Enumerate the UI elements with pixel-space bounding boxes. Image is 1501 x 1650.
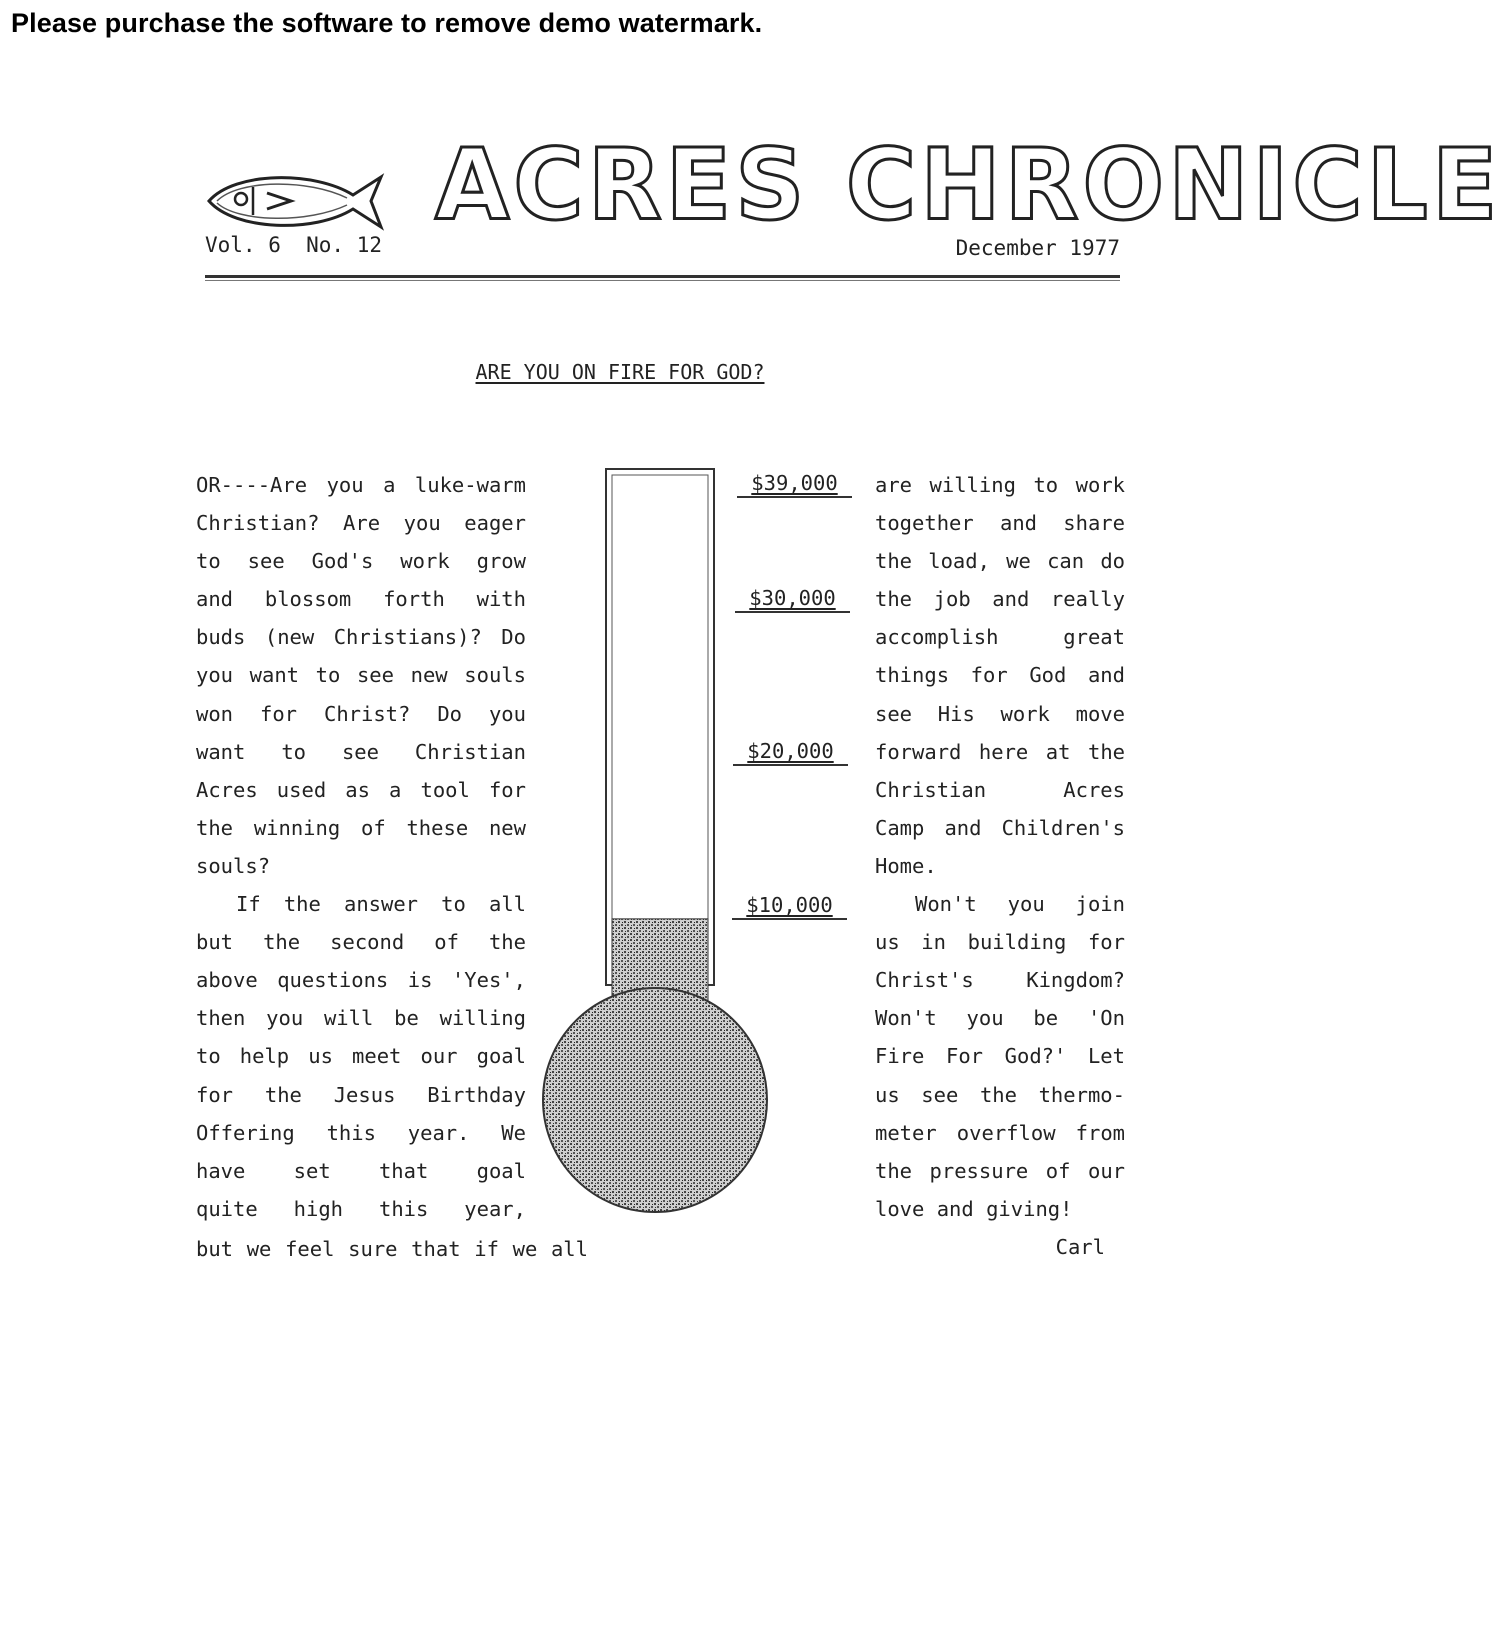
text-line: then you will be willing — [196, 1006, 526, 1031]
author-signature: Carl — [1055, 1234, 1105, 1259]
right-column — [875, 466, 1125, 1266]
text-line: the job and really — [875, 587, 1125, 612]
text-line: the winning of these new — [196, 815, 526, 840]
text-line: Won't you be 'On — [875, 1006, 1125, 1031]
text-line: together and share — [875, 511, 1125, 536]
newsletter-title: ACRES CHRONICLE — [435, 127, 1501, 243]
masthead-rule — [205, 275, 1120, 278]
text-line: love and giving! — [875, 1196, 1073, 1221]
text-line: to see God's work grow — [196, 549, 526, 574]
text-line: Christian? Are you eager — [196, 511, 526, 536]
text-line: If the answer to all — [236, 892, 526, 917]
scale-label-30000: $30,000 — [735, 586, 850, 613]
text-line: the load, we can do — [875, 549, 1125, 574]
text-line: have set that goal — [196, 1158, 526, 1183]
issue-date: December 1977 — [955, 236, 1120, 260]
text-line: OR----Are you a luke-warm — [196, 473, 526, 497]
thermometer-tube — [606, 469, 714, 985]
text-line: Camp and Children's — [875, 815, 1125, 840]
text-line: quite high this year, — [196, 1196, 526, 1221]
text-line: you want to see new souls — [196, 663, 526, 688]
text-line: are willing to work — [875, 473, 1125, 497]
text-line: forward here at the — [875, 739, 1125, 764]
text-line: souls? — [196, 853, 271, 878]
scale-label-20000: $20,000 — [733, 739, 848, 766]
thermometer-bulb — [543, 988, 767, 1212]
text-line: to help us meet our goal — [196, 1044, 526, 1069]
text-line: Christian Acres — [875, 777, 1125, 802]
text-line: Christ's Kingdom? — [875, 968, 1125, 993]
text-line: for the Jesus Birthday — [196, 1082, 526, 1107]
text-line: Offering this year. We — [196, 1120, 526, 1145]
volume-number: Vol. 6 No. 12 — [205, 233, 383, 257]
demo-watermark: Please purchase the software to remove demo watermark. — [11, 8, 763, 38]
scale-label-10000: $10,000 — [732, 893, 847, 920]
text-line: but we feel sure that if we all — [196, 1237, 588, 1261]
fish-icon — [205, 165, 385, 235]
text-line: accomplish great — [875, 625, 1125, 650]
text-line: us in building for — [875, 930, 1125, 955]
thermometer-graphic — [540, 465, 770, 1245]
text-line: the pressure of our — [875, 1158, 1125, 1183]
text-line: Won't you join — [915, 892, 1125, 917]
text-line: buds (new Christians)? Do — [196, 625, 526, 650]
article-heading: ARE YOU ON FIRE FOR GOD? — [475, 360, 765, 384]
left-column — [196, 466, 526, 1228]
text-line: Fire For God?' Let — [875, 1044, 1125, 1069]
text-line: and blossom forth with — [196, 587, 526, 612]
text-line: Home. — [875, 853, 937, 878]
scale-label-39000: $39,000 — [737, 471, 852, 498]
text-line: want to see Christian — [196, 739, 526, 764]
text-line: Acres used as a tool for — [196, 777, 526, 802]
text-line: see His work move — [875, 701, 1125, 726]
text-line: us see the thermo- — [875, 1082, 1125, 1107]
masthead — [205, 127, 1501, 295]
masthead-rule-thin — [205, 280, 1120, 281]
text-line: won for Christ? Do you — [196, 701, 526, 726]
text-line: meter overflow from — [875, 1120, 1125, 1145]
text-line: but the second of the — [196, 930, 526, 955]
text-line: above questions is 'Yes', — [196, 968, 526, 993]
text-line: things for God and — [875, 663, 1125, 688]
